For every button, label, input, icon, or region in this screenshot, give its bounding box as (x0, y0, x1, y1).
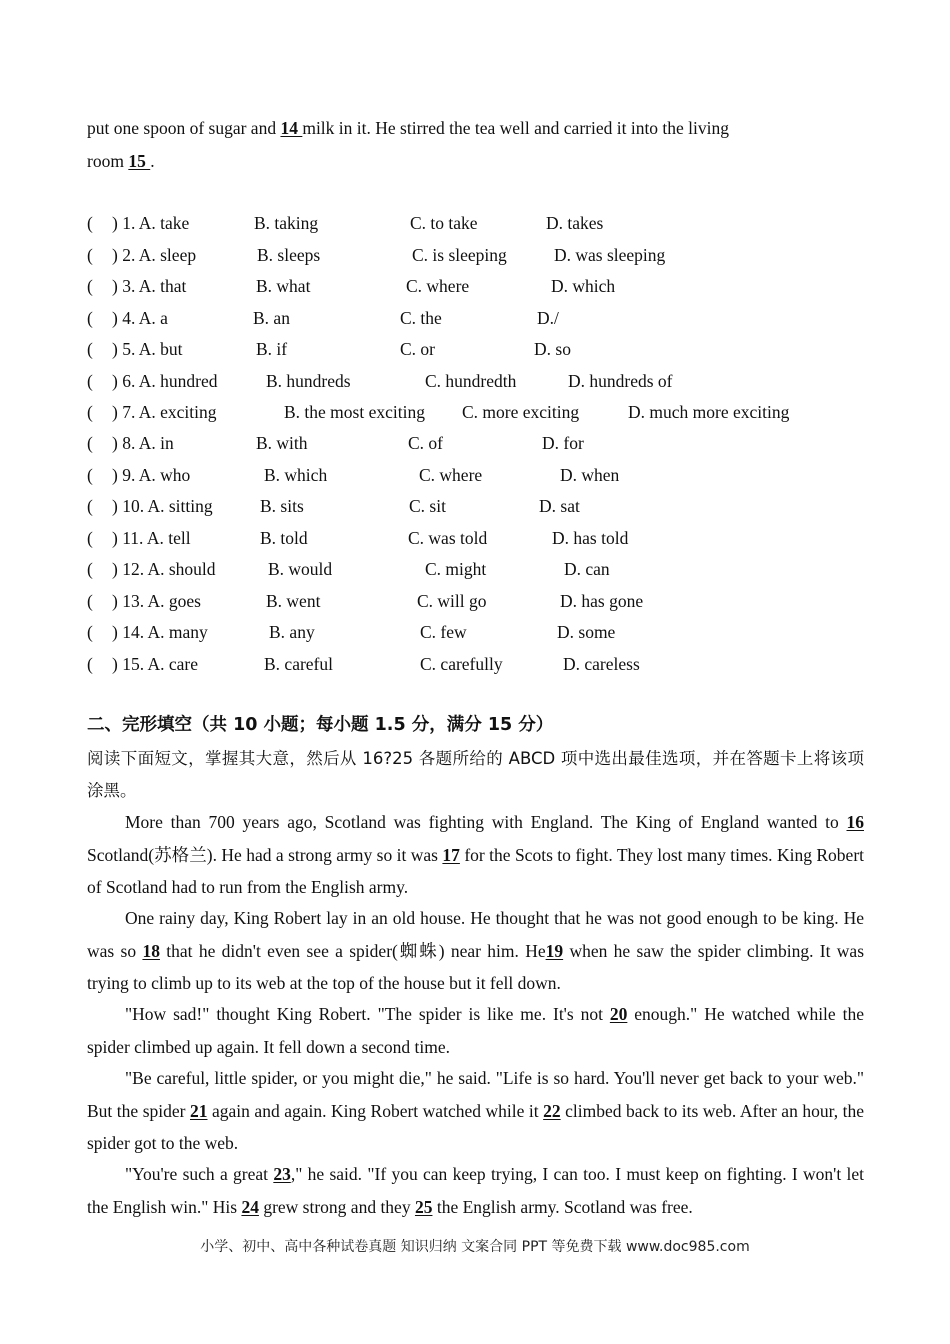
option-c: C. or (400, 339, 435, 359)
section-heading: 二、完形填空（共 10 小题；每小题 1.5 分，满分 15 分） (87, 715, 554, 735)
intro-paragraph (87, 112, 864, 177)
option-d: D. hundreds of (568, 371, 673, 391)
answer-paren: ( (87, 308, 93, 328)
option-c: C. carefully (420, 654, 503, 674)
option-c: C. the (400, 308, 442, 328)
option-c: C. is sleeping (412, 245, 507, 265)
option-d: D. much more exciting (628, 402, 790, 422)
option-b: B. with (256, 433, 308, 453)
option-c: C. was told (408, 528, 488, 548)
passage-text: More than 700 years ago, Scotland was fighting with England. The King of England wanted to (125, 812, 847, 832)
passage-text: the English army. Scotland was free. (432, 1196, 693, 1217)
option-b: B. would (268, 559, 333, 579)
blank-20: 20 (609, 1004, 628, 1024)
answer-paren: ( (87, 371, 93, 391)
option-b: B. the most exciting (284, 402, 425, 422)
option-d: D. so (534, 339, 571, 359)
option-d: D. when (560, 465, 620, 485)
passage-text: "You're such a great (125, 1164, 274, 1184)
option-b: B. any (269, 622, 315, 642)
option-a: ) 1. A. take (112, 213, 190, 233)
option-c: C. where (419, 465, 483, 485)
passage-text: "How sad!" thought King Robert. "The spider is like me. It's not (125, 1004, 610, 1024)
answer-paren: ( (87, 591, 93, 611)
option-b: B. sits (260, 496, 304, 516)
option-b: B. if (256, 339, 288, 359)
passage-text: enough." He watched while the spider climbed up again. It fell down a second time. (87, 1004, 864, 1057)
option-c: C. sit (409, 496, 446, 516)
answer-paren: ( (87, 654, 93, 674)
blank-18: 18 (142, 940, 160, 961)
intro-text: . (150, 150, 155, 171)
option-d: D. was sleeping (554, 245, 666, 265)
option-a: ) 15. A. care (112, 654, 199, 674)
option-a: ) 2. A. sleep (112, 245, 197, 265)
option-c: C. of (408, 433, 443, 453)
option-a: ) 3. A. that (112, 276, 187, 296)
passage-text: again and again. King Robert watched while it (207, 1100, 544, 1121)
intro-text: milk in it. He stirred the tea well and carried it into the living (302, 118, 730, 138)
option-c: C. to take (410, 213, 478, 233)
option-a: ) 14. A. many (112, 622, 208, 642)
blank-19: 19 (545, 940, 564, 961)
blank-17: 17 (442, 844, 460, 865)
option-b: B. careful (264, 654, 333, 674)
option-d: D. for (542, 433, 584, 453)
page-footer: 小学、初中、高中各种试卷真题 知识归纳 文案合同 PPT 等免费下载 www.doc985.com (200, 1239, 750, 1255)
passage-text: when he saw the spider climbing. It was trying to climb up to its web at the top of the house but it fell down. (87, 940, 865, 993)
section-instruction: 阅读下面短文，掌握其大意，然后从 16?25 各题所给的 ABCD 项中选出最佳选项，并在答题卡上将该项涂黑。 (87, 749, 864, 800)
intro-text: put one spoon of sugar and (87, 118, 281, 138)
option-b: B. went (266, 591, 321, 611)
answer-paren: ( (87, 213, 93, 233)
option-a: ) 13. A. goes (112, 591, 201, 611)
option-a: ) 4. A. a (112, 308, 168, 328)
option-c: C. hundredth (425, 371, 517, 391)
option-d: D. can (564, 559, 610, 579)
answer-paren: ( (87, 339, 93, 359)
option-c: C. where (406, 276, 470, 296)
blank-23: 23 (273, 1164, 291, 1184)
passage-paragraph (87, 1062, 864, 1160)
answer-paren: ( (87, 276, 93, 296)
passage-text: One rainy day, King Robert lay in an old house. He thought that he was not good enough to be king. He was so (87, 908, 864, 961)
option-b: B. hundreds (266, 371, 351, 391)
option-d: D. sat (539, 496, 580, 516)
passage-text: Scotland(苏格兰). He had a strong army so it was (87, 844, 443, 865)
option-a: ) 6. A. hundred (112, 371, 218, 391)
option-b: B. what (256, 276, 311, 296)
option-a: ) 5. A. but (112, 339, 183, 359)
option-a: ) 8. A. in (112, 433, 174, 453)
answer-paren: ( (87, 433, 93, 453)
passage-text: "Be careful, little spider, or you might die," he said. "Life is so hard. You'll never get back to your web." But the spider (87, 1068, 864, 1121)
answer-paren: ( (87, 496, 93, 516)
answer-paren: ( (87, 622, 93, 642)
passage-text: for the Scots to fight. They lost many times. King Robert of Scotland had to run from the English army. (87, 844, 865, 897)
option-a: ) 12. A. should (112, 559, 216, 579)
blank-21: 21 (190, 1100, 208, 1121)
option-c: C. more exciting (462, 402, 580, 422)
intro-text: room (87, 150, 129, 171)
option-b: B. told (260, 528, 308, 548)
passage-text: climbed back to its web. After an hour, the spider got to the web. (87, 1100, 864, 1153)
passage-text: that he didn't even see a spider(蜘蛛) near him. He (159, 940, 546, 961)
passage-paragraph (87, 998, 864, 1063)
blank-15: 15 (128, 150, 151, 171)
answer-paren: ( (87, 528, 93, 548)
answer-paren: ( (87, 402, 93, 422)
option-d: D./ (537, 308, 559, 328)
option-a: ) 10. A. sitting (112, 496, 213, 516)
option-d: D. has gone (560, 591, 644, 611)
option-c: C. few (420, 622, 467, 642)
option-a: ) 9. A. who (112, 465, 191, 485)
answer-paren: ( (87, 465, 93, 485)
blank-24: 24 (241, 1196, 259, 1217)
option-b: B. an (253, 308, 290, 328)
passage-paragraph (87, 902, 864, 1000)
option-d: D. some (557, 622, 616, 642)
option-b: B. which (264, 465, 328, 485)
blank-25: 25 (414, 1196, 433, 1217)
option-a: ) 7. A. exciting (112, 402, 217, 422)
answer-paren: ( (87, 245, 93, 265)
option-b: B. taking (254, 213, 319, 233)
option-d: D. takes (546, 213, 604, 233)
option-b: B. sleeps (257, 245, 321, 265)
option-d: D. has told (552, 528, 629, 548)
passage-text: ," he said. "If you can keep trying, I can too. I must keep on fighting. I won't let the English win." His (87, 1164, 864, 1217)
option-c: C. might (425, 559, 487, 579)
option-a: ) 11. A. tell (112, 528, 191, 548)
passage-paragraph (87, 1158, 864, 1223)
passage-paragraph (87, 806, 864, 904)
passage-text: grew strong and they (258, 1196, 415, 1217)
option-d: D. careless (563, 654, 640, 674)
blank-22: 22 (543, 1100, 561, 1121)
answer-paren: ( (87, 559, 93, 579)
option-d: D. which (551, 276, 616, 296)
option-c: C. will go (417, 591, 487, 611)
blank-16: 16 (846, 812, 864, 832)
blank-14: 14 (280, 118, 303, 138)
